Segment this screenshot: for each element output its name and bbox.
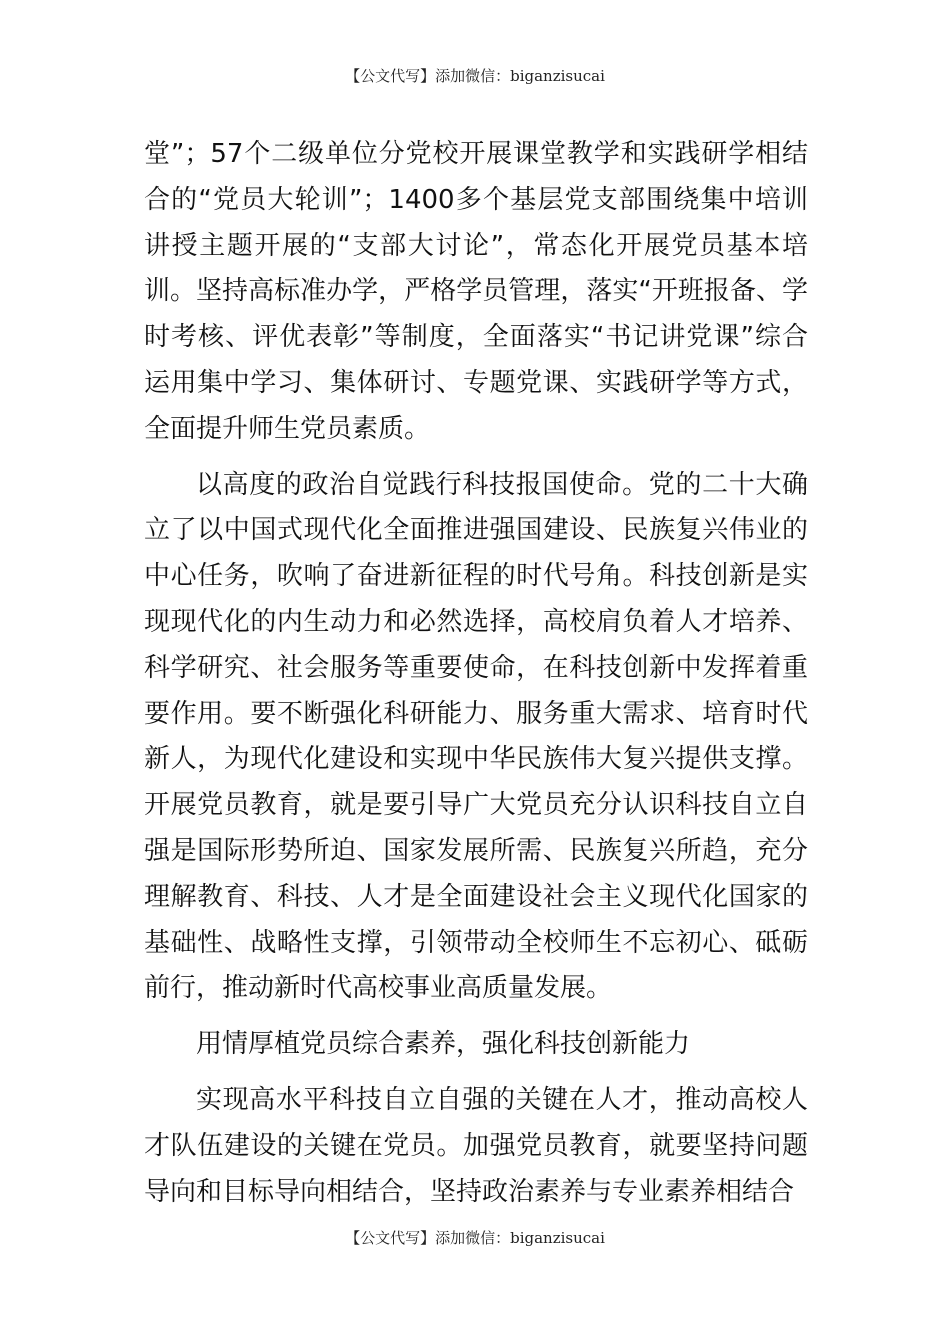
- section-heading: 用情厚植党员综合素养，强化科技创新能力: [196, 1029, 691, 1060]
- page-header: 【公文代写】添加微信：biganzisucai: [345, 67, 605, 85]
- paragraph-3: 实现高水平科技自立自强的关键在人才，推动高校人才队伍建设的关键在党员。加强党员教育，就要坚持问题导向和目标导向相结合，坚持政治素养与专业素养相结合: [144, 1084, 808, 1207]
- paragraph-1: 堂”；57个二级单位分党校开展课堂教学和实践研学相结合的“党员大轮训”；1400多个基层党支部围绕集中培训讲授主题开展的“支部大讨论”，常态化开展党员基本培训。坚持高标准办学，严格学员管理，落实“开班报备、学时考核、评优表彰”等制度，全面落实“书记讲党课”综合运用集中学习、集体研讨、专题党课、实践研学等方式，全面提升师生党员素质。: [144, 139, 808, 444]
- paragraph-2: 以高度的政治自觉践行科技报国使命。党的二十大确立了以中国式现代化全面推进强国建设、民族复兴伟业的中心任务，吹响了奋进新征程的时代号角。科技创新是实现现代化的内生动力和必然选择，高校肩负着人才培养、科学研究、社会服务等重要使命，在科技创新中发挥着重要作用。要不断强化科研能力、服务重大需求、培育时代新人，为现代化建设和实现中华民族伟大复兴提供支撑。开展党员教育，就是要引导广大党员充分认识科技自立自强是国际形势所迫、国家发展所需、民族复兴所趋，充分理解教育、科技、人才是全面建设社会主义现代化国家的基础性、战略性支撑，引领带动全校师生不忘初心、砥砺前行，推动新时代高校事业高质量发展。: [144, 469, 808, 1004]
- page-footer: 【公文代写】添加微信：biganzisucai: [345, 1229, 605, 1247]
- document-body: [144, 132, 808, 1225]
